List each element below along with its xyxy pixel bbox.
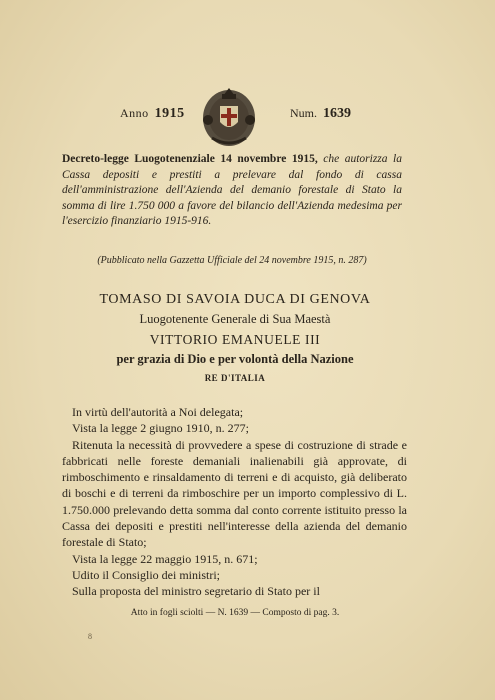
paragraph: Sulla proposta del ministro segretario di Stato per il bbox=[72, 584, 320, 599]
year-field bbox=[120, 106, 185, 122]
decree-body: che autorizza la Cassa depositi e prestiti a prelevare dal fondo di cassa dell'amministrazione dell'Azienda del demanio forestale di Stato la somma di lire 1.750 000 a favore del bilancio dell'Azienda medesima per l'esercizio finanziario 1915-916. bbox=[62, 153, 402, 227]
title-formula: per grazia di Dio e per volontà della Nazione bbox=[116, 352, 354, 366]
title-king: VITTORIO EMANUELE III bbox=[149, 332, 321, 347]
publication-note: (Pubblicato nella Gazzetta Ufficiale del 24 novembre 1915, n. 287) bbox=[97, 255, 367, 266]
page-footer: Atto in fogli sciolti — N. 1639 — Composto di pag. 3. bbox=[130, 608, 340, 618]
title-office: Luogotenente Generale di Sua Maestà bbox=[139, 312, 331, 326]
title-prince: TOMASO DI SAVOIA DUCA DI GENOVA bbox=[99, 292, 371, 307]
act-number-field bbox=[290, 106, 351, 122]
paragraph: Udito il Consiglio dei ministri; bbox=[72, 567, 221, 582]
paragraph: Vista la legge 22 maggio 1915, n. 671; bbox=[72, 551, 258, 566]
decree-lead: Decreto-legge Luogotenenziale 14 novembre 1915, bbox=[62, 153, 318, 165]
royal-coat-of-arms-icon bbox=[198, 82, 260, 152]
paragraph: In virtù dell'autorità a Noi delegata; bbox=[72, 405, 244, 419]
paragraph: Vista la legge 2 giugno 1910, n. 277; bbox=[72, 421, 249, 436]
decree-summary bbox=[62, 152, 402, 230]
act-number-label: Num. bbox=[290, 106, 317, 120]
year-value: 1915 bbox=[154, 106, 185, 121]
year-label: Anno bbox=[120, 106, 149, 120]
signature-mark: 8 bbox=[88, 632, 92, 641]
title-realm: RE D'ITALIA bbox=[204, 373, 266, 383]
act-number-value: 1639 bbox=[323, 106, 351, 121]
document-header bbox=[0, 78, 495, 158]
paragraph: Ritenuta la necessità di provvedere a spese di costruzione di strade e fabbricati nelle foreste demaniali inalienabili già approvate, di rimboschimento e rinsaldamento di terreni e di acquisto, già deliberato di boschi e di terreni da rimboschire per un importo complessivo di L. 1.750.000 prelevando detta somma dal conto corrente istituito presso la Cassa dei depositi e prestiti nell'interesse della azienda del demanio forestale di Stato; bbox=[62, 437, 407, 550]
decree-text bbox=[62, 404, 407, 600]
